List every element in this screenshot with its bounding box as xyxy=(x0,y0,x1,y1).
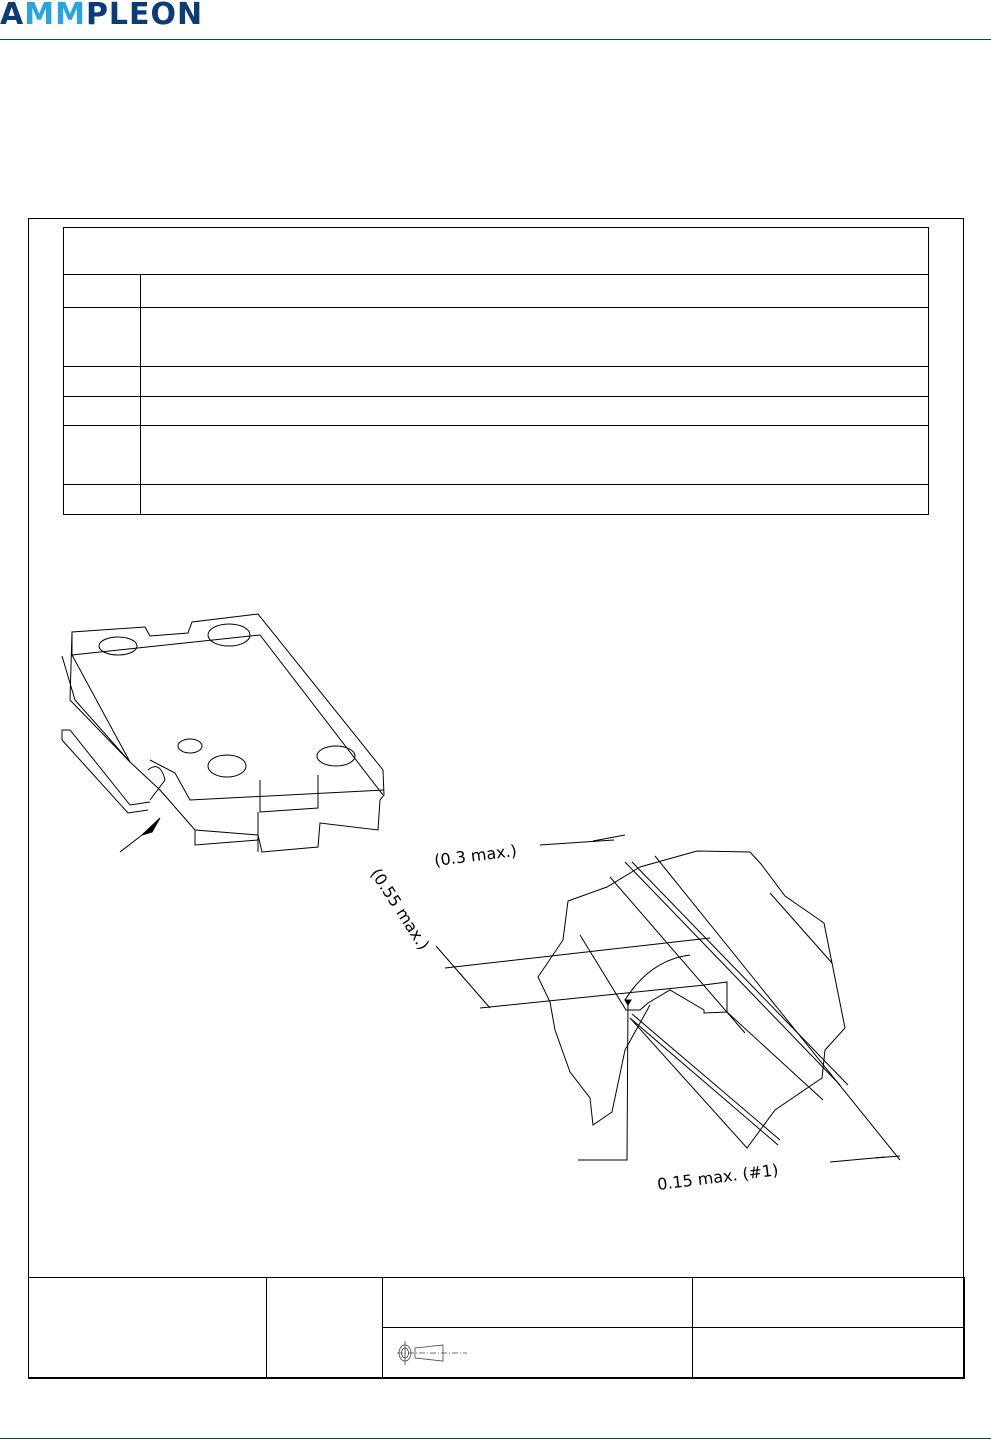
title-cell xyxy=(693,1328,965,1379)
dim-label-left: (0.55 max.) xyxy=(366,864,434,954)
dim-label-top: (0.3 max.) xyxy=(433,841,518,870)
footer-rule xyxy=(0,1438,991,1439)
package-view xyxy=(62,614,384,852)
title-cell xyxy=(29,1278,267,1379)
title-cell xyxy=(383,1278,693,1328)
projection-cell xyxy=(383,1328,693,1379)
title-cell xyxy=(693,1278,965,1328)
ampleon-logo: AMMPLEON xyxy=(0,0,204,32)
title-block xyxy=(28,1277,965,1379)
dim-label-bottom: 0.15 max. (#1) xyxy=(656,1160,780,1194)
third-angle-projection-icon xyxy=(395,1338,475,1368)
title-cell xyxy=(267,1278,383,1379)
detail-view xyxy=(436,835,900,1162)
